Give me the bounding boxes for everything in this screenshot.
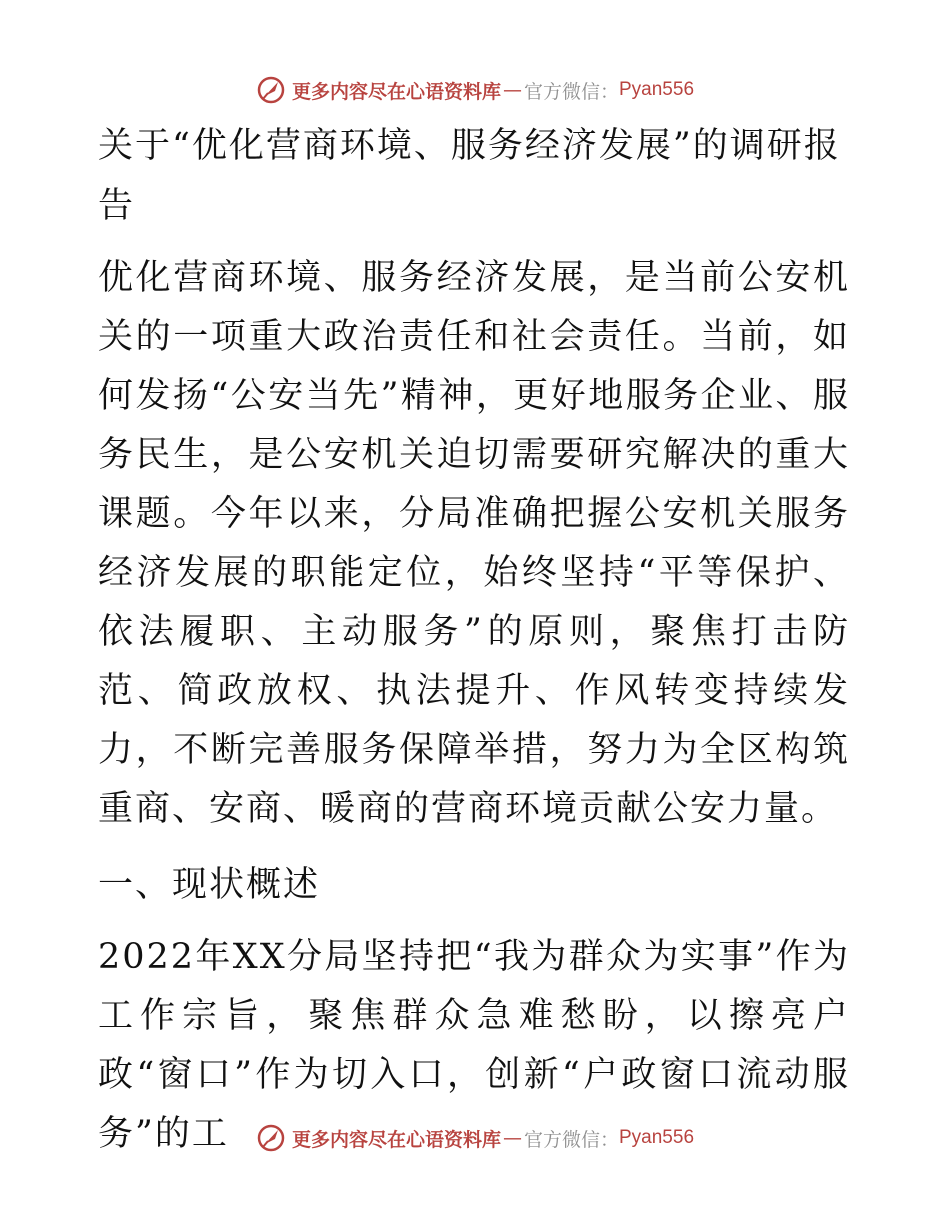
watermark-dash: —	[502, 1127, 522, 1149]
header-watermark	[0, 68, 950, 112]
paragraph-overview: 2022年XX分局坚持把“我为群众为实事”作为工作宗旨，聚焦群众急难愁盼，以擦亮户政“窗口”作为切入口，创新“户政窗口流动服务”的工	[98, 937, 850, 1154]
footer-watermark	[0, 1116, 950, 1160]
paragraph-intro: 优化营商环境、服务经济发展，是当前公安机关的一项重大政治责任和社会责任。当前，如何发扬“公安当先”精神，更好地服务企业、服务民生，是公安机关迫切需要研究解决的重大课题。今年以来，分局准确把握公安机关服务经济发展的职能定位，始终坚持“平等保护、依法履职、主动服务”的原则，聚焦打击防范、简政放权、执法提升、作风转变持续发力，不断完善服务保障举措，努力为全区构筑重商、安商、暖商的营商环境贡献公安力量。	[98, 258, 850, 829]
quill-logo-icon	[256, 1123, 286, 1153]
quill-logo-icon	[256, 75, 286, 105]
watermark-dash: —	[502, 79, 522, 101]
section-heading-overview: 一、现状概述	[98, 865, 321, 905]
watermark-brand: 更多内容尽在心语资料库	[291, 1128, 501, 1151]
document-body	[98, 116, 850, 1164]
watermark-wechat-id: Pyan556	[619, 1127, 695, 1148]
watermark-wechat-id: Pyan556	[619, 79, 695, 100]
document-title: 关于“优化营商环境、服务经济发展”的调研报告	[98, 126, 841, 226]
watermark-wechat-label: 官方微信：	[523, 1128, 619, 1151]
watermark-wechat-label: 官方微信：	[523, 80, 619, 103]
watermark-brand: 更多内容尽在心语资料库	[291, 80, 501, 103]
